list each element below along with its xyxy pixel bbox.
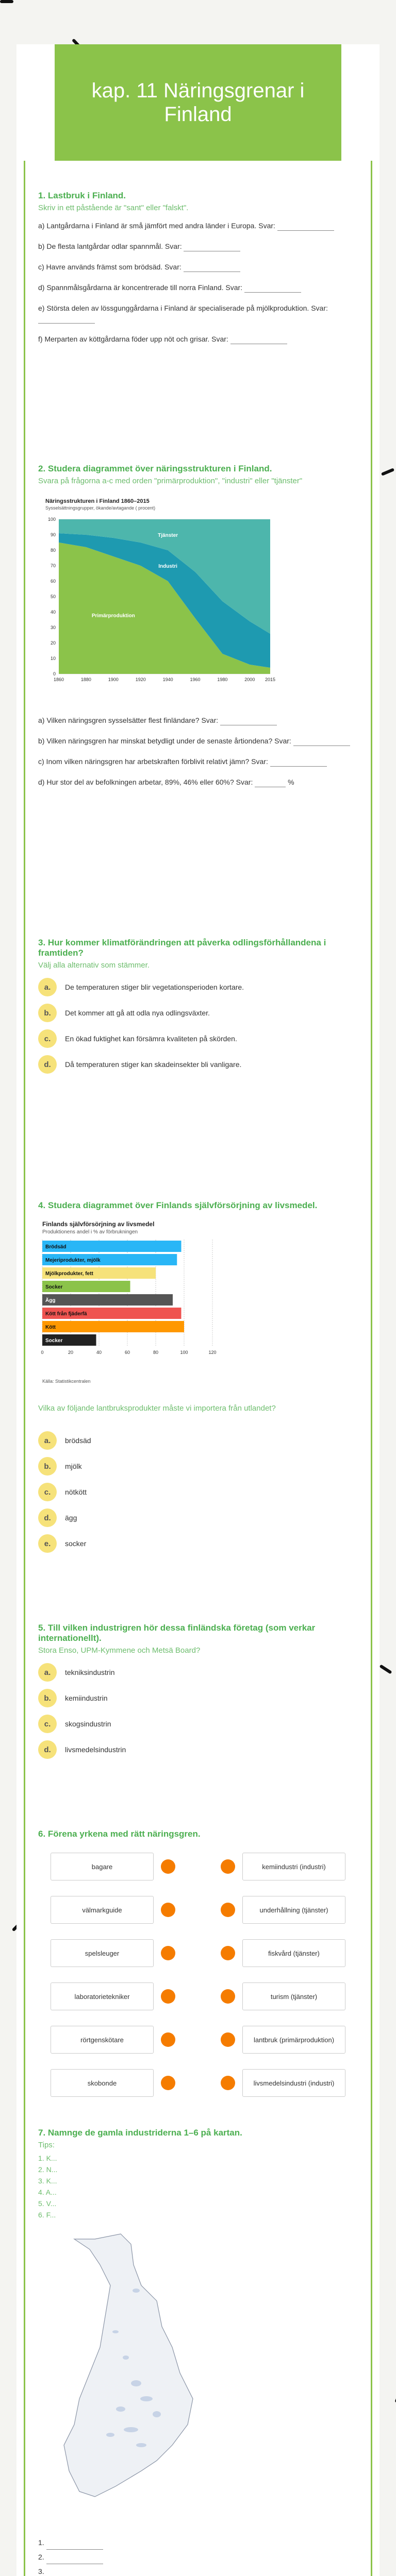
chart-title: Näringsstrukturen i Finland 1860–2015 — [45, 498, 150, 504]
y-tick-label: 100 — [47, 517, 56, 522]
option-3d[interactable] — [38, 1055, 358, 1074]
question-2d — [38, 777, 358, 787]
question-text: f) Merparten av köttgårdarna föder upp nöt och grisar. Svar: — [38, 335, 228, 343]
bar-label: Kött — [45, 1325, 56, 1330]
chart-source: Källa: Statistikcentralen — [42, 1379, 91, 1384]
match-right-handle[interactable] — [221, 1946, 235, 1960]
option-5b[interactable] — [38, 1689, 358, 1707]
x-tick-label: 60 — [124, 1350, 130, 1355]
y-tick-label: 70 — [50, 563, 56, 568]
x-tick-label: 1960 — [190, 677, 201, 682]
series-label: Primärproduktion — [91, 613, 135, 619]
tip-item: 2. N... — [38, 2165, 58, 2174]
section-3 — [38, 938, 358, 1081]
x-tick-label: 1980 — [217, 677, 228, 682]
y-tick-label: 80 — [50, 548, 56, 553]
option-text: ägg — [65, 1514, 77, 1522]
section-6 — [38, 1829, 358, 2117]
option-4b[interactable] — [38, 1457, 358, 1476]
page-title: kap. 11 Näringsgrenar i Finland — [55, 44, 341, 161]
answer-line — [38, 2550, 358, 2564]
option-letter: d. — [38, 1055, 57, 1074]
x-tick-label: 1920 — [135, 677, 146, 682]
option-letter: b. — [38, 1457, 57, 1476]
question-text: e) Största delen av lössgunggårdarna i Finland är specialiserade på mjölkproduktion. Svar: — [38, 304, 328, 312]
question-1e — [38, 303, 358, 324]
chart-subtitle: Sysselsättningsgrupper, ökande/avtagande ( procent) — [45, 505, 156, 511]
section-4 — [38, 1200, 358, 1560]
series-label: Industri — [158, 564, 177, 569]
bar-label: Kött från fjäderfä — [45, 1311, 87, 1317]
match-right-handle[interactable] — [221, 1989, 235, 2004]
option-3b[interactable] — [38, 1004, 358, 1022]
series-label: Tjänster — [158, 533, 178, 538]
answer-field[interactable] — [46, 2543, 103, 2550]
section-2 — [38, 464, 358, 798]
match-row — [38, 2026, 358, 2057]
bar — [42, 1294, 173, 1306]
tip-item: 5. V... — [38, 2199, 57, 2208]
bar — [42, 1321, 184, 1332]
match-row — [38, 1896, 358, 1927]
x-tick-label: 0 — [41, 1350, 44, 1355]
section-5-heading: 5. Till vilken industrigren hör dessa finländska företag (som verkar internationellt). — [38, 1623, 316, 1643]
answer-field[interactable] — [38, 316, 95, 324]
match-right-handle[interactable] — [221, 2032, 235, 2047]
match-left-item: bagare — [51, 1853, 154, 1880]
section-1-heading: 1. Lastbruk i Finland. — [38, 191, 126, 200]
x-tick-label: 120 — [208, 1350, 217, 1355]
section-1 — [38, 191, 358, 354]
finland-outline — [64, 2234, 193, 2497]
option-letter: d. — [38, 1740, 57, 1759]
question-text: b) Vilken näringsgren har minskat betydligt under de senaste årtiondena? Svar: — [38, 737, 291, 745]
section-4-heading: 4. Studera diagrammet över Finlands självförsörjning av livsmedel. — [38, 1200, 318, 1210]
match-right-item: lantbruk (primärproduktion) — [242, 2026, 345, 2054]
x-tick-label: 40 — [96, 1350, 102, 1355]
question-text: d) Spannmålsgårdarna är koncentrerade till norra Finland. Svar: — [38, 283, 243, 292]
match-row — [38, 2069, 358, 2100]
bar-label: Brödsäd — [45, 1244, 67, 1250]
option-letter: d. — [38, 1509, 57, 1527]
tip-item: 6. F... — [38, 2211, 56, 2219]
answer-number: 2. — [38, 2553, 44, 2561]
match-right-item: fiskvård (tjänster) — [242, 1939, 345, 1967]
option-text: En ökad fuktighet kan försämra kvaliteten på skörden. — [65, 1035, 237, 1043]
option-text: Då temperaturen stiger kan skadeinsekter bli vanligare. — [65, 1060, 242, 1069]
y-tick-label: 20 — [50, 640, 56, 646]
option-3a[interactable] — [38, 978, 358, 996]
chart-subtitle: Produktionens andel i % av förbrukningen — [42, 1229, 138, 1235]
match-left-handle[interactable] — [161, 1903, 175, 1917]
question-text: c) Havre används främst som brödsäd. Svar: — [38, 263, 182, 271]
option-4e[interactable] — [38, 1534, 358, 1553]
option-text: brödsäd — [65, 1436, 91, 1445]
answer-field[interactable] — [184, 244, 240, 251]
answer-field[interactable] — [220, 718, 277, 725]
question-text: d) Hur stor del av befolkningen arbetar, 89%, 46% eller 60%? Svar: — [38, 778, 253, 786]
match-row — [38, 1939, 358, 1970]
x-tick-label: 1860 — [53, 677, 64, 682]
background-dash — [379, 1664, 392, 1674]
finland-map — [38, 2229, 208, 2517]
match-right-item: livsmedelsindustri (industri) — [242, 2069, 345, 2097]
match-left-item: välmarkguide — [51, 1896, 154, 1924]
bar-label: Mejeriprodukter, mjölk — [45, 1258, 101, 1263]
bar-label: Socker — [45, 1284, 63, 1290]
answer-field[interactable] — [277, 224, 334, 231]
option-letter: c. — [38, 1715, 57, 1733]
section-6-heading: 6. Förena yrkena med rätt näringsgren. — [38, 1829, 201, 1839]
match-left-handle[interactable] — [161, 1859, 175, 1874]
answer-field[interactable] — [230, 337, 287, 344]
x-tick-label: 80 — [153, 1350, 159, 1355]
option-text: skogsindustrin — [65, 1720, 111, 1728]
match-right-handle[interactable] — [221, 1859, 235, 1874]
y-tick-label: 0 — [53, 671, 56, 676]
x-tick-label: 2000 — [244, 677, 255, 682]
bar-label: Ägg — [45, 1298, 56, 1303]
question-1c — [38, 262, 358, 272]
option-text: Det kommer att gå att odla nya odlingsväxter. — [65, 1009, 210, 1017]
section-3-instruction: Välj alla alternativ som stämmer. — [38, 961, 150, 970]
option-letter: b. — [38, 1004, 57, 1022]
answer-number: 1. — [38, 2538, 44, 2547]
match-right-handle[interactable] — [221, 1903, 235, 1917]
option-letter: a. — [38, 1431, 57, 1450]
answer-field[interactable] — [244, 285, 301, 293]
match-right-item: underhållning (tjänster) — [242, 1896, 345, 1924]
employment-structure-chart — [38, 494, 280, 694]
question-2a — [38, 715, 358, 725]
option-letter: a. — [38, 1663, 57, 1682]
y-tick-label: 10 — [50, 656, 56, 661]
option-text: tekniksindustrin — [65, 1668, 115, 1676]
option-letter: e. — [38, 1534, 57, 1553]
answer-field[interactable] — [255, 780, 286, 787]
question-text: b) De flesta lantgårdar odlar spannmål. Svar: — [38, 242, 182, 250]
x-tick-label: 20 — [68, 1350, 74, 1355]
employment-chart-svg — [38, 494, 280, 694]
option-letter: b. — [38, 1689, 57, 1707]
match-left-handle[interactable] — [161, 2032, 175, 2047]
match-left-item: skobonde — [51, 2069, 154, 2097]
match-right-item: kemiindustri (industri) — [242, 1853, 345, 1880]
option-5c[interactable] — [38, 1715, 358, 1733]
question-text: c) Inom vilken näringsgren har arbetskraften förblivit relativt jämn? Svar: — [38, 757, 268, 766]
option-letter: c. — [38, 1029, 57, 1048]
bar-label: Socker — [45, 1338, 63, 1344]
match-left-handle[interactable] — [161, 1946, 175, 1960]
option-text: kemiindustrin — [65, 1694, 108, 1702]
question-1f — [38, 334, 358, 344]
question-1a — [38, 221, 358, 231]
question-1b — [38, 241, 358, 251]
option-text: De temperaturen stiger blir vegetationsperioden kortare. — [65, 983, 244, 991]
match-left-handle[interactable] — [161, 2076, 175, 2090]
section-4-instruction: Vilka av följande lantbruksprodukter måste vi importera från utlandet? — [38, 1404, 276, 1413]
x-tick-label: 1880 — [80, 677, 91, 682]
option-3c[interactable] — [38, 1029, 358, 1048]
option-4a[interactable] — [38, 1431, 358, 1450]
background-dash — [0, 0, 13, 3]
chart-title: Finlands självförsörjning av livsmedel — [42, 1221, 155, 1228]
y-tick-label: 40 — [50, 609, 56, 615]
question-2c — [38, 756, 358, 767]
answer-field[interactable] — [184, 265, 240, 272]
section-5-instruction: Stora Enso, UPM-Kymmene och Metsä Board? — [38, 1646, 201, 1655]
answer-field[interactable] — [46, 2557, 103, 2564]
match-row — [38, 1982, 358, 2013]
y-tick-label: 50 — [50, 594, 56, 599]
option-letter: c. — [38, 1483, 57, 1501]
option-text: mjölk — [65, 1462, 82, 1470]
option-text: livsmedelsindustrin — [65, 1745, 126, 1754]
option-4d[interactable] — [38, 1509, 358, 1527]
section-1-instruction: Skriv in ett påstående är "sant" eller "falskt". — [38, 204, 189, 212]
match-left-item: spelsleuger — [51, 1939, 154, 1967]
match-left-item: laboratorietekniker — [51, 1982, 154, 2010]
option-text: socker — [65, 1539, 87, 1548]
match-left-handle[interactable] — [161, 1989, 175, 2004]
match-left-item: rörtgenskötare — [51, 2026, 154, 2054]
question-text: a) Vilken näringsgren sysselsätter flest finländare? Svar: — [38, 716, 219, 724]
self-sufficiency-chart-svg — [38, 1218, 224, 1388]
x-tick-label: 2015 — [265, 677, 276, 682]
tip-item: 1. K... — [38, 2154, 57, 2162]
percent-sign: % — [288, 778, 294, 786]
tip-item: 4. A... — [38, 2188, 57, 2196]
background-dash — [381, 468, 394, 476]
option-5a[interactable] — [38, 1663, 358, 1682]
answer-field[interactable] — [46, 2571, 103, 2576]
section-2-heading: 2. Studera diagrammet över näringsstrukturen i Finland. — [38, 464, 272, 473]
answer-field[interactable] — [270, 759, 327, 767]
option-4c[interactable] — [38, 1483, 358, 1501]
option-letter: a. — [38, 978, 57, 996]
section-2-instruction: Svara på frågorna a-c med orden "primärproduktion", "industri" eller "tjänster" — [38, 477, 303, 485]
x-tick-label: 100 — [180, 1350, 188, 1355]
section-7 — [38, 2128, 358, 2576]
match-row — [38, 1853, 358, 1884]
answer-line — [38, 2535, 358, 2550]
match-right-item: turism (tjänster) — [242, 1982, 345, 2010]
bar-label: Mjölkprodukter, fett — [45, 1271, 93, 1277]
x-tick-label: 1900 — [108, 677, 119, 682]
section-7-heading: 7. Namnge de gamla industriderna 1–6 på kartan. — [38, 2128, 242, 2138]
self-sufficiency-chart — [38, 1218, 224, 1388]
y-tick-label: 90 — [50, 532, 56, 537]
option-text: nötkött — [65, 1488, 87, 1496]
tip-item: 3. K... — [38, 2177, 57, 2185]
answer-field[interactable] — [293, 739, 350, 746]
section-5 — [38, 1623, 358, 1766]
answer-line — [38, 2564, 358, 2576]
y-tick-label: 60 — [50, 579, 56, 584]
question-1d — [38, 282, 358, 293]
section-3-heading: 3. Hur kommer klimatförändringen att påverka odlingsförhållandena i framtiden? — [38, 938, 326, 958]
option-5d[interactable] — [38, 1740, 358, 1759]
tips-label: Tips: — [38, 2141, 55, 2149]
x-tick-label: 1940 — [162, 677, 173, 682]
match-right-handle[interactable] — [221, 2076, 235, 2090]
question-2b — [38, 736, 358, 746]
answer-number: 3. — [38, 2567, 44, 2575]
y-tick-label: 30 — [50, 625, 56, 630]
question-text: a) Lantgårdarna i Finland är små jämfört med andra länder i Europa. Svar: — [38, 222, 275, 230]
